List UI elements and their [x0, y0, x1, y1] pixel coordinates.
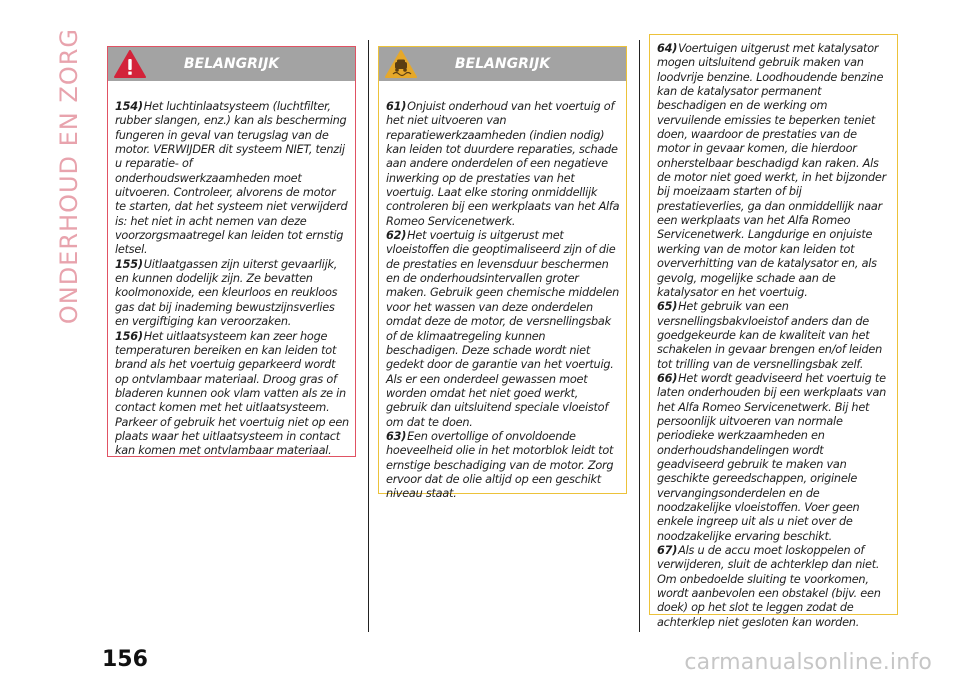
section-title	[49, 28, 89, 325]
note-paragraph	[657, 42, 891, 300]
note-text: Het wordt geadviseerd het voertuig te laten onderhouden bij een werkplaats van het Alfa Romeo Servicenetwerk. Bij het persoonlijk uitvoeren van normale periodieke werkzaamheden en onderhoudshandelingen wordt geadviseerd gebruik te maken van geschikte gereedschappen, originele vervangingsonderdelen en de noodzakelijke vloeistoffen. Voer geen enkele ingreep uit als u niet over de noodzakelijke ervaring beschikt.	[657, 371, 887, 543]
note-text: Als u de accu moet loskoppelen of verwijderen, sluit de achterklep dan niet. Om onbedoelde sluiting te voorkomen, wordt aanbevolen een obstakel (bijv. een doek) op het slot te leggen zodat de achterklep niet gesloten kan worden.	[657, 544, 881, 629]
note-number: 67)	[657, 544, 678, 558]
note-number: 61)	[386, 100, 407, 113]
note-text: Een overtollige of onvoldoende hoeveelheid olie in het motorblok leidt tot ernstige beschadiging van de motor. Zorg ervoor dat de olie altijd op een geschikt niveau staat.	[386, 429, 614, 501]
note-text: Het voertuig is uitgerust met vloeistoffen die geoptimaliseerd zijn of die de prestaties en levensduur beschermen en de onderhoudsintervallen groter maken. Gebruik geen chemische middelen voor het wassen van deze onderdelen omdat deze de motor, de versnellingsbak of de klimaatregeling kunnen beschadigen. Deze schade wordt niet gedekt door de garantie van het voertuig. Als er een onderdeel gewassen moet worden omdat het niet goed werkt, gebruik dan uitsluitend speciale vloeistof om dat te doen.	[386, 229, 619, 429]
note-number: 155)	[115, 257, 143, 271]
caution-box-body	[386, 100, 620, 502]
page-number: 156	[102, 647, 148, 672]
warning-box-body	[115, 100, 349, 459]
caution-box-yellow	[378, 46, 627, 501]
warning-box-header: BELANGRIJK	[108, 47, 355, 81]
warning-box-red	[107, 46, 356, 457]
note-paragraph	[386, 229, 620, 430]
note-paragraph	[386, 100, 620, 229]
note-text: Uitlaatgassen zijn uiterst gevaarlijk, en kunnen dodelijk zijn. Ze bevatten koolmonoxide, een kleurloos en reukloos gas dat bij inademing bewustzijnsverlies en vergiftiging kan veroorzaken.	[115, 257, 338, 329]
note-number: 156)	[115, 329, 143, 343]
column-divider-left	[368, 40, 369, 632]
car-skid-warning-icon	[385, 50, 417, 79]
note-number: 66)	[657, 371, 678, 385]
note-text: Het gebruik van een versnellingsbakvloeistof anders dan de goedgekeurde kan de kwaliteit van het schakelen in gevaar brengen en/of leiden tot trilling van de versnellingsbak zelf.	[657, 300, 882, 371]
note-text: Het uitlaatsysteem kan zeer hoge temperaturen bereiken en kan leiden tot brand als het voertuig geparkeerd wordt op ontvlambaar materiaal. Droog gras of bladeren kunnen ook vlam vatten als ze in contact komen met het uitlaatsysteem. Parkeer of gebruik het voertuig niet op een plaats waar het uitlaatsysteem in contact kan komen met ontvlambaar materiaal.	[115, 329, 349, 458]
note-number: 154)	[115, 100, 143, 113]
caution-box-header: BELANGRIJK	[379, 47, 626, 81]
column-divider-right	[639, 40, 640, 632]
note-paragraph	[115, 258, 349, 330]
note-text: Het luchtinlaatsysteem (luchtfilter, rubber slangen, enz.) kan als bescherming fungeren in geval van terugslag van de motor. VERWIJDER dit systeem NIET, tenzij u reparatie- of onderhoudswerkzaamheden moet uitvoeren. Controleer, alvorens de motor te starten, dat het systeem niet verwijderd is: het niet in acht nemen van deze voorzorgsmaatregel kan leiden tot ernstig letsel.	[115, 100, 348, 257]
note-paragraph	[657, 372, 891, 544]
note-paragraph	[115, 100, 349, 258]
section-title-text: ONDERHOUD EN ZORG	[55, 28, 83, 325]
note-paragraph	[657, 544, 891, 630]
note-number: 63)	[386, 429, 407, 443]
note-text: Voertuigen uitgerust met katalysator mogen uitsluitend gebruik maken van loodvrije benzine. Loodhoudende benzine kan de katalysator permanent beschadigen en de werking om vervuilende emissies te beperken teniet doen, waardoor de prestaties van de motor in gevaar komen, die hierdoor onherstelbaar beschadigd kan raken. Als de motor niet goed werkt, in het bijzonder bij moeizaam starten of bij prestatieverlies, ga dan onmiddellijk naar een werkplaats van het Alfa Romeo Servicenetwerk. Langdurige en onjuiste werking van de motor kan leiden tot oververhitting van de katalysator en, als gevolg, mogelijke schade aan de katalysator en het voertuig.	[657, 42, 886, 299]
note-text: Onjuist onderhoud van het voertuig of het niet uitvoeren van reparatiewerkzaamheden (indien nodig) kan leiden tot duurdere reparaties, schade aan andere onderdelen of een negatieve inwerking op de prestaties van het voertuig. Laat elke storing onmiddellijk controleren bij een werkplaats van het Alfa Romeo Servicenetwerk.	[386, 100, 620, 228]
warning-icon	[114, 50, 146, 79]
note-paragraph	[115, 330, 349, 459]
note-number: 62)	[386, 229, 407, 243]
note-number: 65)	[657, 300, 678, 314]
watermark: carmanualsonline.info	[684, 650, 932, 675]
note-paragraph	[386, 430, 620, 502]
caution-box-continued-body	[657, 42, 891, 630]
note-number: 64)	[657, 42, 678, 55]
note-paragraph	[657, 300, 891, 372]
caution-box-continued	[649, 34, 898, 629]
